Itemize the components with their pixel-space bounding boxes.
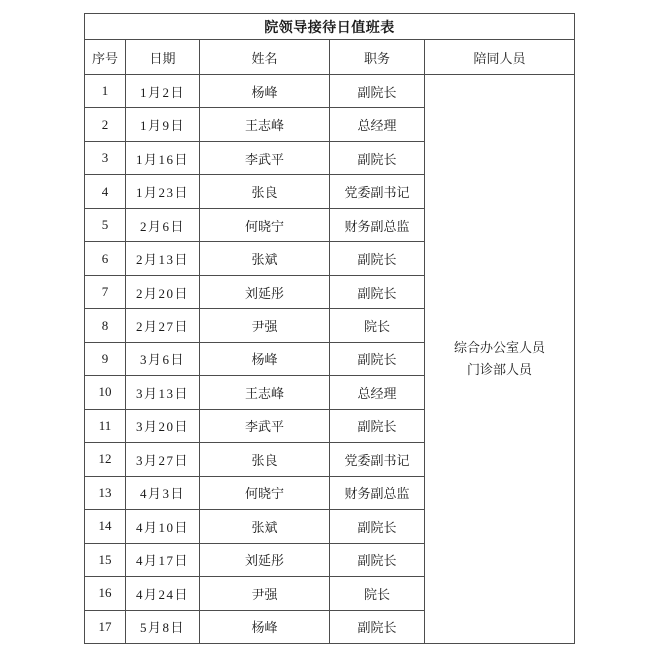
cell-no: 15 — [85, 543, 126, 576]
cell-name: 刘延彤 — [200, 275, 330, 308]
cell-date: 1月23日 — [126, 175, 200, 208]
cell-no: 3 — [85, 141, 126, 174]
cell-position: 副院长 — [330, 409, 425, 442]
cell-name: 李武平 — [200, 409, 330, 442]
cell-position: 副院长 — [330, 141, 425, 174]
cell-position: 副院长 — [330, 75, 425, 108]
cell-position: 总经理 — [330, 108, 425, 141]
cell-no: 17 — [85, 610, 126, 644]
header-row — [85, 40, 575, 75]
cell-name: 张斌 — [200, 510, 330, 543]
cell-date: 3月20日 — [126, 409, 200, 442]
cell-no: 4 — [85, 175, 126, 208]
cell-date: 3月13日 — [126, 376, 200, 409]
cell-date: 4月24日 — [126, 577, 200, 610]
cell-position: 院长 — [330, 577, 425, 610]
column-header-name: 姓名 — [200, 40, 330, 75]
column-header-position: 职务 — [330, 40, 425, 75]
cell-name: 杨峰 — [200, 75, 330, 108]
cell-position: 党委副书记 — [330, 443, 425, 476]
cell-no: 6 — [85, 242, 126, 275]
cell-date: 3月6日 — [126, 342, 200, 375]
cell-name: 王志峰 — [200, 108, 330, 141]
cell-no: 13 — [85, 476, 126, 509]
cell-position: 副院长 — [330, 543, 425, 576]
cell-no: 8 — [85, 309, 126, 342]
cell-position: 副院长 — [330, 342, 425, 375]
cell-date: 3月27日 — [126, 443, 200, 476]
cell-date: 4月3日 — [126, 476, 200, 509]
cell-date: 2月13日 — [126, 242, 200, 275]
cell-position: 党委副书记 — [330, 175, 425, 208]
companion-line: 综合办公室人员 — [454, 339, 546, 355]
cell-date: 1月2日 — [126, 75, 200, 108]
cell-date: 2月6日 — [126, 208, 200, 241]
cell-date: 1月16日 — [126, 141, 200, 174]
cell-date: 1月9日 — [126, 108, 200, 141]
cell-name: 刘延彤 — [200, 543, 330, 576]
cell-name: 王志峰 — [200, 376, 330, 409]
cell-name: 张良 — [200, 175, 330, 208]
cell-no: 1 — [85, 75, 126, 108]
cell-no: 7 — [85, 275, 126, 308]
cell-name: 何晓宁 — [200, 208, 330, 241]
cell-name: 杨峰 — [200, 610, 330, 644]
column-header-companions: 陪同人员 — [425, 40, 575, 75]
cell-name: 张良 — [200, 443, 330, 476]
table-row — [85, 75, 575, 108]
cell-date: 4月17日 — [126, 543, 200, 576]
cell-date: 2月20日 — [126, 275, 200, 308]
cell-no: 14 — [85, 510, 126, 543]
cell-name: 尹强 — [200, 577, 330, 610]
cell-no: 5 — [85, 208, 126, 241]
cell-date: 2月27日 — [126, 309, 200, 342]
cell-name: 张斌 — [200, 242, 330, 275]
cell-position: 副院长 — [330, 242, 425, 275]
cell-position: 总经理 — [330, 376, 425, 409]
cell-date: 5月8日 — [126, 610, 200, 644]
cell-name: 杨峰 — [200, 342, 330, 375]
cell-position: 副院长 — [330, 610, 425, 644]
cell-no: 10 — [85, 376, 126, 409]
column-header-date: 日期 — [126, 40, 200, 75]
cell-position: 院长 — [330, 309, 425, 342]
cell-no: 2 — [85, 108, 126, 141]
cell-no: 12 — [85, 443, 126, 476]
cell-position: 副院长 — [330, 510, 425, 543]
cell-position: 财务副总监 — [330, 208, 425, 241]
cell-no: 16 — [85, 577, 126, 610]
column-header-no: 序号 — [85, 40, 126, 75]
cell-no: 9 — [85, 342, 126, 375]
cell-date: 4月10日 — [126, 510, 200, 543]
cell-no: 11 — [85, 409, 126, 442]
table-title: 院领导接待日值班表 — [85, 14, 575, 40]
cell-name: 何晓宁 — [200, 476, 330, 509]
cell-position: 副院长 — [330, 275, 425, 308]
cell-position: 财务副总监 — [330, 476, 425, 509]
cell-name: 李武平 — [200, 141, 330, 174]
cell-name: 尹强 — [200, 309, 330, 342]
duty-roster-table — [84, 13, 575, 644]
title-row — [85, 14, 575, 40]
cell-companions — [425, 75, 575, 644]
companion-line: 门诊部人员 — [467, 362, 533, 377]
